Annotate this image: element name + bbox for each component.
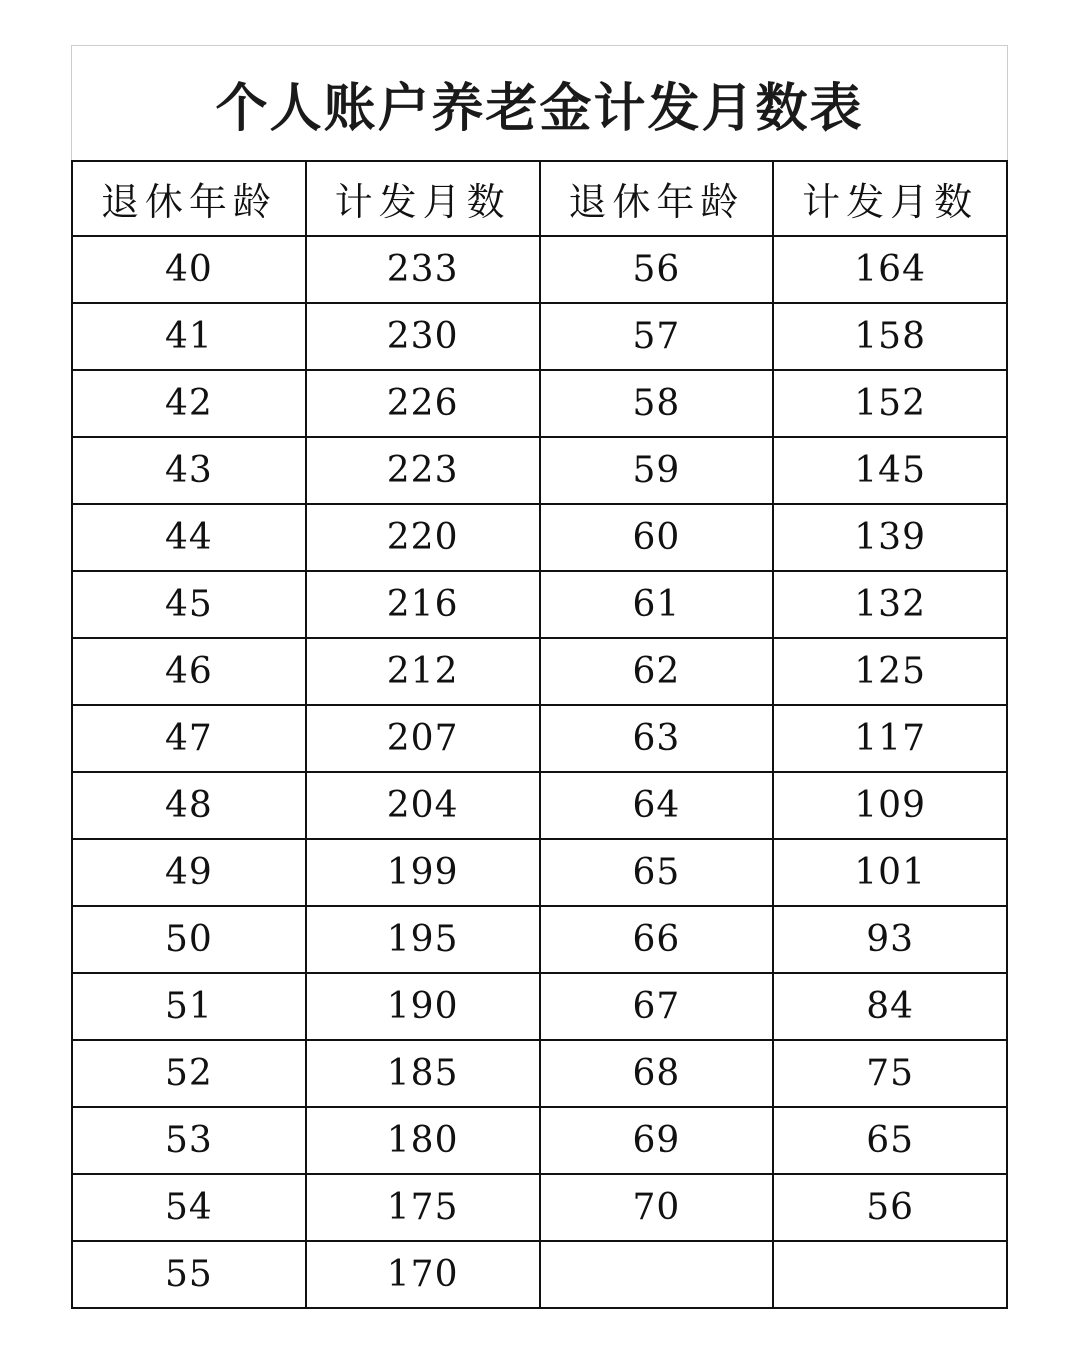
table-row xyxy=(72,370,1007,437)
age-left-cell: 48 xyxy=(72,772,306,839)
months-right-cell: 152 xyxy=(773,370,1007,437)
months-right-cell: 84 xyxy=(773,973,1007,1040)
header-retirement-age-left: 退休年龄 xyxy=(72,161,306,236)
age-right-cell: 70 xyxy=(540,1174,774,1241)
age-right-cell: 56 xyxy=(540,236,774,303)
months-right-cell: 145 xyxy=(773,437,1007,504)
table-row xyxy=(72,839,1007,906)
table-row xyxy=(72,504,1007,571)
age-left-cell: 46 xyxy=(72,638,306,705)
table-row xyxy=(72,1241,1007,1308)
months-right-cell: 132 xyxy=(773,571,1007,638)
months-left-cell: 180 xyxy=(306,1107,540,1174)
table-body xyxy=(72,236,1007,1308)
age-left-cell: 53 xyxy=(72,1107,306,1174)
months-right-cell: 65 xyxy=(773,1107,1007,1174)
table-row xyxy=(72,571,1007,638)
header-row xyxy=(72,161,1007,236)
months-left-cell: 233 xyxy=(306,236,540,303)
age-right-cell: 68 xyxy=(540,1040,774,1107)
months-right-cell: 158 xyxy=(773,303,1007,370)
table-row xyxy=(72,437,1007,504)
age-left-cell: 54 xyxy=(72,1174,306,1241)
months-left-cell: 212 xyxy=(306,638,540,705)
age-right-cell: 57 xyxy=(540,303,774,370)
months-left-cell: 195 xyxy=(306,906,540,973)
table-row xyxy=(72,638,1007,705)
months-left-cell: 204 xyxy=(306,772,540,839)
months-right-cell: 56 xyxy=(773,1174,1007,1241)
months-right-cell: 125 xyxy=(773,638,1007,705)
title-row xyxy=(71,45,1008,160)
table-row xyxy=(72,906,1007,973)
age-right-cell: 64 xyxy=(540,772,774,839)
age-left-cell: 40 xyxy=(72,236,306,303)
age-left-cell: 52 xyxy=(72,1040,306,1107)
months-left-cell: 175 xyxy=(306,1174,540,1241)
months-right-cell: 139 xyxy=(773,504,1007,571)
months-left-cell: 190 xyxy=(306,973,540,1040)
age-right-cell: 61 xyxy=(540,571,774,638)
age-left-cell: 41 xyxy=(72,303,306,370)
age-right-cell: 63 xyxy=(540,705,774,772)
table-row xyxy=(72,772,1007,839)
header-retirement-age-right: 退休年龄 xyxy=(540,161,774,236)
table-row xyxy=(72,1174,1007,1241)
table-row xyxy=(72,973,1007,1040)
months-left-cell: 226 xyxy=(306,370,540,437)
months-left-cell: 185 xyxy=(306,1040,540,1107)
months-right-cell: 109 xyxy=(773,772,1007,839)
age-left-cell: 49 xyxy=(72,839,306,906)
age-right-cell: 59 xyxy=(540,437,774,504)
age-right-cell: 69 xyxy=(540,1107,774,1174)
age-right-cell: 62 xyxy=(540,638,774,705)
table-row xyxy=(72,1040,1007,1107)
months-left-cell: 207 xyxy=(306,705,540,772)
months-right-cell: 117 xyxy=(773,705,1007,772)
age-left-cell: 51 xyxy=(72,973,306,1040)
months-right-cell: 164 xyxy=(773,236,1007,303)
age-left-cell: 43 xyxy=(72,437,306,504)
age-right-cell: 66 xyxy=(540,906,774,973)
age-right-cell: 58 xyxy=(540,370,774,437)
table-row xyxy=(72,1107,1007,1174)
months-right-cell xyxy=(773,1241,1007,1308)
age-left-cell: 47 xyxy=(72,705,306,772)
pension-table-sheet xyxy=(71,45,1008,1309)
age-right-cell xyxy=(540,1241,774,1308)
age-left-cell: 55 xyxy=(72,1241,306,1308)
months-left-cell: 220 xyxy=(306,504,540,571)
table-row xyxy=(72,705,1007,772)
age-left-cell: 50 xyxy=(72,906,306,973)
age-right-cell: 67 xyxy=(540,973,774,1040)
table-row xyxy=(72,303,1007,370)
months-left-cell: 216 xyxy=(306,571,540,638)
age-left-cell: 45 xyxy=(72,571,306,638)
months-right-cell: 101 xyxy=(773,839,1007,906)
age-right-cell: 60 xyxy=(540,504,774,571)
age-left-cell: 44 xyxy=(72,504,306,571)
table-row xyxy=(72,236,1007,303)
months-right-cell: 75 xyxy=(773,1040,1007,1107)
header-payout-months-left: 计发月数 xyxy=(306,161,540,236)
months-right-cell: 93 xyxy=(773,906,1007,973)
pension-months-table xyxy=(71,160,1008,1309)
months-left-cell: 170 xyxy=(306,1241,540,1308)
table-title: 个人账户养老金计发月数表 xyxy=(215,78,864,139)
header-payout-months-right: 计发月数 xyxy=(773,161,1007,236)
age-left-cell: 42 xyxy=(72,370,306,437)
months-left-cell: 230 xyxy=(306,303,540,370)
months-left-cell: 199 xyxy=(306,839,540,906)
age-right-cell: 65 xyxy=(540,839,774,906)
months-left-cell: 223 xyxy=(306,437,540,504)
